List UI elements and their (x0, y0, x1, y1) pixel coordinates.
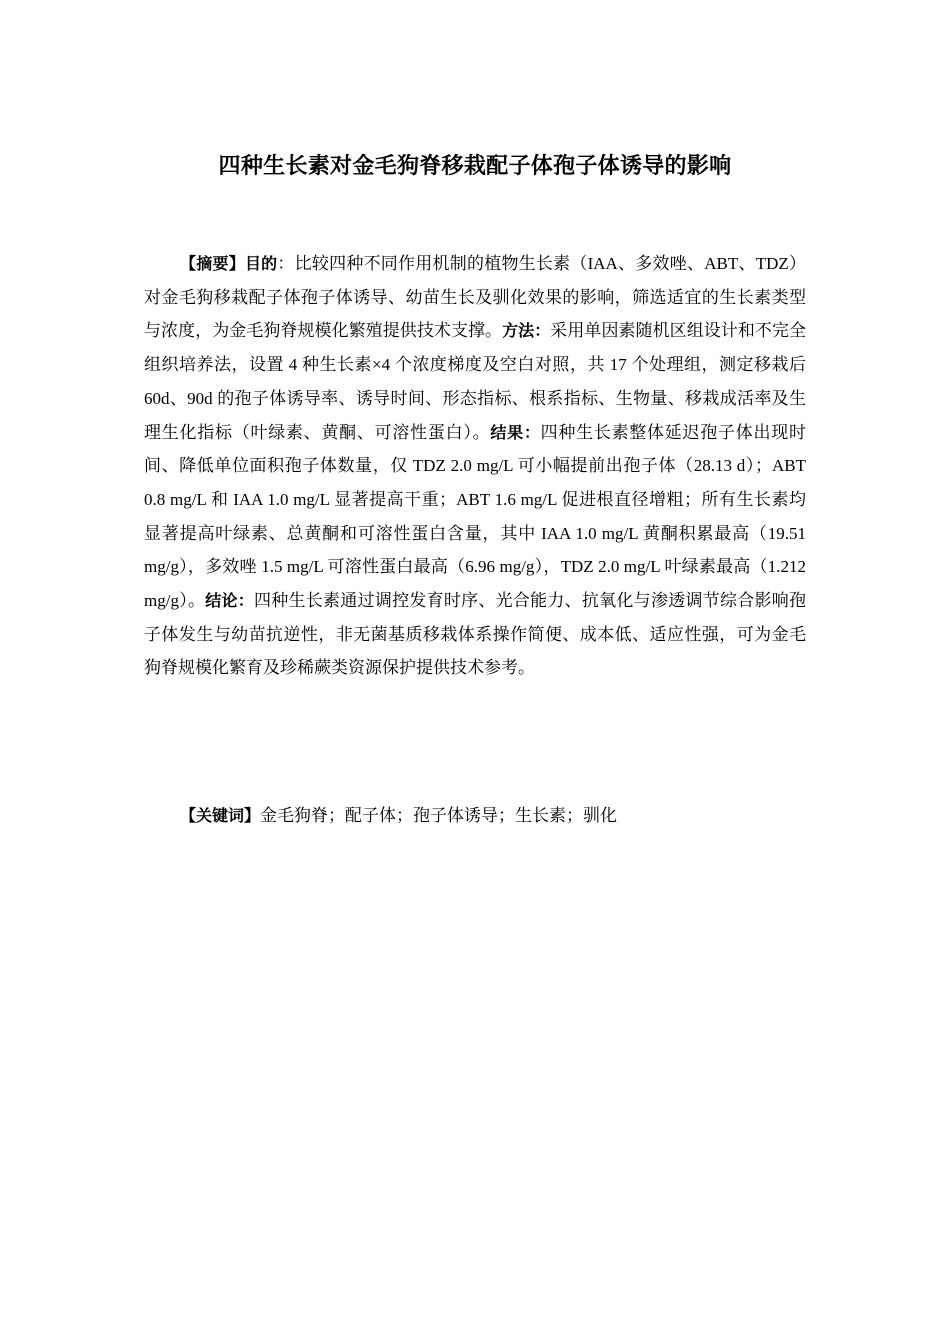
methods-text: 采用单因素随机区组设计和不完全组织培养法，设置 4 种生长素×4 个浓度梯度及空白对照，共 17 个处理组，测定移栽后 60d、90d 的孢子体诱导率、诱导时间、形态指标、根系指标、生物量、移栽成活率及生理生化指标（叶绿素、黄酮、可溶性蛋白）。 (144, 321, 807, 442)
results-text: 四种生长素整体延迟孢子体出现时间、降低单位面积孢子体数量，仅 TDZ 2.0 mg/L 可小幅提前出孢子体（28.13 d）；ABT 0.8 mg/L 和 IAA 1.0 mg/L 显著提高干重；ABT 1.6 mg/L 促进根直径增粗；所有生长素均显著提高叶绿素、总黄酮和可溶性蛋白含量，其中 IAA 1.0 mg/L 黄酮积累最高（19.51 mg/g），多效唑 1.5 mg/L 可溶性蛋白最高（6.96 mg/g），TDZ 2.0 mg/L 叶绿素最高（1.212 mg/g）。 (144, 422, 806, 611)
paper-title: 四种生长素对金毛狗脊移栽配子体孢子体诱导的影响 (218, 154, 732, 179)
abstract-paragraph (144, 247, 806, 685)
keywords-text: 金毛狗脊；配子体；孢子体诱导；生长素；驯化 (260, 806, 618, 825)
objective-text: 比较四种不同作用机制的植物生长素（IAA、多效唑、ABT、TDZ）对金毛狗移栽配子体孢子体诱导、幼苗生长及驯化效果的影响，筛选适宜的生长素类型与浓度，为金毛狗脊规模化繁殖提供技术支撑。 (144, 254, 806, 341)
methods-label: 方法： (502, 321, 551, 341)
abstract-heading: 【摘要】 (180, 254, 245, 273)
conclusion-label: 结论： (205, 591, 255, 611)
keywords-line (180, 800, 800, 832)
conclusion-text: 四种生长素通过调控发育时序、光合能力、抗氧化与渗透调节综合影响孢子体发生与幼苗抗逆性，非无菌基质移栽体系操作简便、成本低、适应性强，可为金毛狗脊规模化繁育及珍稀蕨类资源保护提供技术参考。 (144, 591, 806, 678)
results-label: 结果： (490, 422, 541, 442)
objective-label: 目的 (244, 254, 278, 273)
objective-colon: ： (277, 254, 295, 273)
keywords-label: 【关键词】 (180, 806, 261, 825)
